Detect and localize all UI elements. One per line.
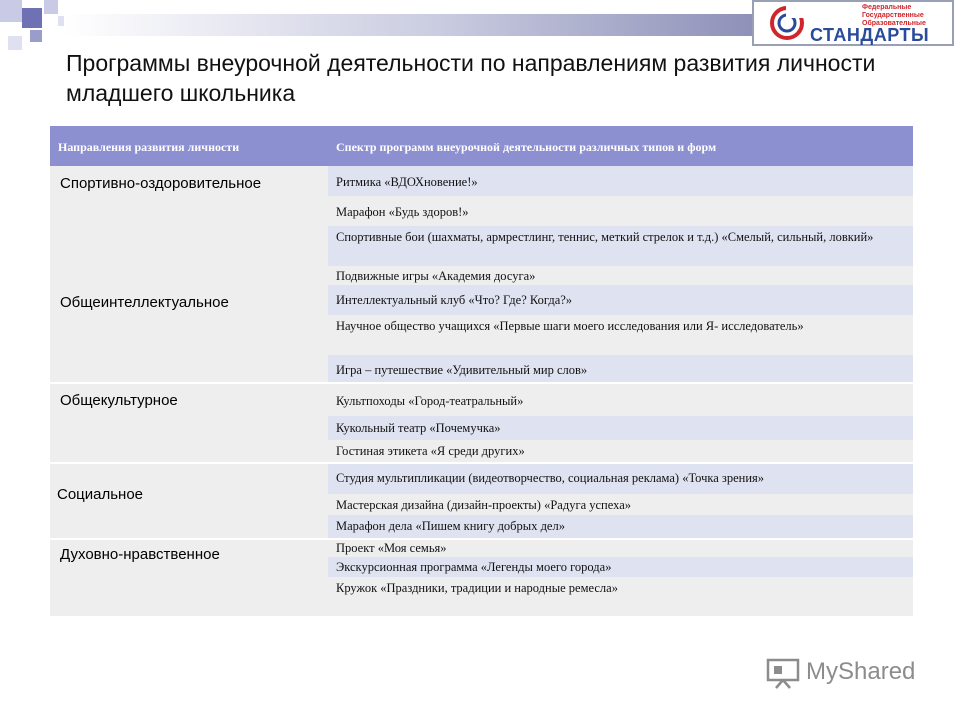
- top-gradient-bar: [64, 14, 754, 36]
- direction-label: Спортивно-оздоровительное: [60, 175, 262, 192]
- program-cell: Марафон дела «Пишем книгу добрых дел»: [328, 515, 913, 538]
- logo-line-2: Государственные: [862, 12, 924, 19]
- program-cell: Культпоходы «Город-театральный»: [328, 384, 913, 416]
- logo-emblem-icon: [770, 6, 804, 40]
- program-cell: Студия мультипликации (видеотворчество, социальная реклама) «Точка зрения»: [328, 464, 913, 494]
- program-cell: Гостиная этикета «Я среди других»: [328, 440, 913, 462]
- program-cell: Научное общество учащихся «Первые шаги моего исследования или Я- исследователь»: [328, 315, 913, 355]
- logo-main-text: СТАНДАРТЫ: [810, 25, 930, 45]
- decor-square: [30, 30, 42, 42]
- decor-square: [8, 36, 22, 50]
- logo-line-1: Федеральные: [862, 4, 912, 11]
- direction-label: Социальное: [57, 486, 144, 503]
- decor-square: [0, 0, 22, 22]
- table-header: [50, 126, 913, 166]
- program-cell: Подвижные игры «Академия досуга»: [328, 266, 913, 285]
- direction-label: Духовно-нравственное: [60, 546, 220, 563]
- program-cell: Проект «Моя семья»: [328, 540, 913, 557]
- logo-line-3: Образовательные: [862, 20, 926, 27]
- program-cell: Игра – путешествие «Удивительный мир слов»: [328, 355, 913, 382]
- watermark-text: MyShared: [806, 658, 916, 685]
- program-cell: Ритмика «ВДОХновение!»: [328, 166, 913, 196]
- header-directions: Направления развития личности: [58, 140, 240, 154]
- page-title: Программы внеурочной деятельности по направлениям развития личности младшего школьника: [66, 50, 876, 106]
- program-cell: Интеллектуальный клуб «Что? Где? Когда?»: [328, 285, 913, 315]
- program-cell: Марафон «Будь здоров!»: [328, 196, 913, 226]
- presentation-icon: [766, 656, 800, 690]
- header-programs: Спектр программ внеурочной деятельности различных типов и форм: [336, 140, 717, 154]
- direction-label: Общеинтеллектуальное: [60, 294, 229, 311]
- decor-square: [22, 8, 42, 28]
- direction-label: Общекультурное: [60, 392, 178, 409]
- decor-square: [44, 0, 58, 14]
- fgos-logo: [752, 0, 954, 46]
- watermark: [766, 656, 926, 690]
- program-cell: Мастерская дизайна (дизайн-проекты) «Радуга успеха»: [328, 494, 913, 515]
- program-cell: Экскурсионная программа «Легенды моего города»: [328, 557, 913, 577]
- program-cell: Кукольный театр «Почемучка»: [328, 416, 913, 440]
- program-cell: Кружок «Праздники, традиции и народные ремесла»: [328, 577, 913, 616]
- program-cell: Спортивные бои (шахматы, армрестлинг, теннис, меткий стрелок и т.д.) «Смелый, сильный, ловкий»: [328, 226, 913, 266]
- programs-table: [50, 126, 913, 616]
